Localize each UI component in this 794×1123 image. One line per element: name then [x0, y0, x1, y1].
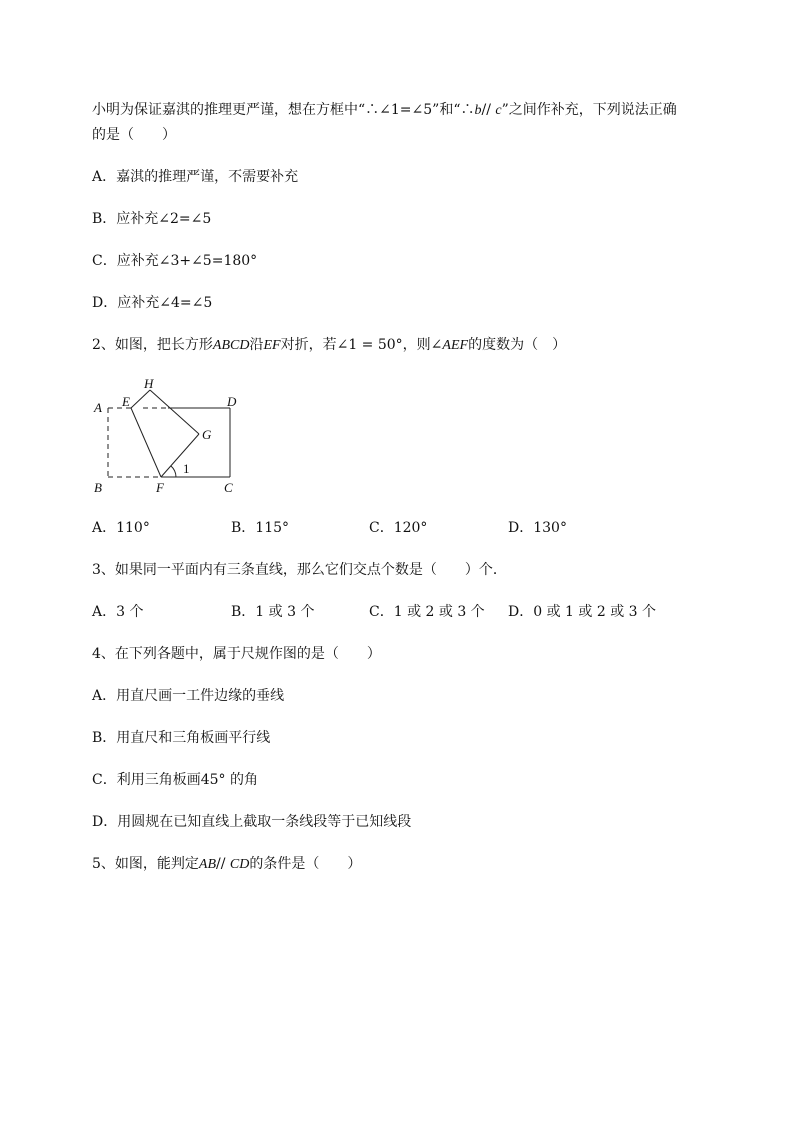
label-g: G — [202, 427, 212, 442]
label-h: H — [144, 376, 154, 391]
q3-option-d: D．0 或 1 或 2 或 3 个 — [508, 604, 657, 620]
q2-stem-a: 2、如图，把长方形 — [92, 337, 213, 353]
q2-angle-name: AEF — [442, 338, 469, 353]
q4-option-a: A．用直尺画一工件边缘的垂线 — [92, 688, 285, 704]
edge-eh — [131, 390, 150, 408]
q4-option-c: C．利用三角板画45° 的角 — [92, 772, 258, 788]
q2-option-d: D．130° — [508, 520, 567, 536]
q1-var-b: b — [474, 103, 482, 118]
q2-option-a: A．110° — [92, 520, 150, 536]
q5-line-ab: AB — [198, 857, 217, 872]
q1-stem-text-a: 小明为保证嘉淇的推理更严谨，想在方框中“∴∠1=∠5”和“∴ — [92, 102, 475, 118]
q4-option-d: D．用圆规在已知直线上截取一条线段等于已知线段 — [92, 814, 412, 830]
label-e: E — [122, 394, 130, 409]
q2-option-b: B．115° — [231, 520, 290, 536]
q2-stem-e: 对折，若∠1 = 50°，则∠ — [280, 337, 443, 353]
q2-rect-name: ABCD — [212, 338, 250, 353]
q5-parallel: // — [216, 856, 230, 872]
q2-figure — [88, 372, 258, 497]
q5-stem — [92, 854, 361, 875]
q2-stem-g: 的度数为（ ） — [468, 337, 567, 353]
q5-stem-a: 5、如图，能判定 — [92, 856, 199, 872]
label-b: B — [94, 480, 102, 495]
edge-ef — [131, 408, 161, 477]
label-angle-1: 1 — [183, 461, 190, 476]
label-c: C — [224, 480, 233, 495]
q1-option-c: C．应补充∠3+∠5=180° — [92, 253, 258, 269]
q2-figure-svg — [88, 372, 258, 497]
q1-option-b: B．应补充∠2=∠5 — [92, 211, 212, 227]
q1-var-c: c — [495, 103, 502, 118]
q2-stem-c: 沿 — [249, 337, 264, 353]
edge-hg — [150, 390, 199, 434]
q2-option-c: C．120° — [369, 520, 428, 536]
q1-stem-text-e: ”之间作补充，下列说法正确 — [501, 102, 677, 118]
q3-option-c: C．1 或 2 或 3 个 — [369, 604, 485, 620]
q5-stem-e: 的条件是（ ） — [249, 856, 362, 872]
q4-option-b: B．用直尺和三角板画平行线 — [92, 730, 271, 746]
q3-option-a: A．3 个 — [92, 604, 144, 620]
q3-stem: 3、如果同一平面内有三条直线，那么它们交点个数是（ ）个． — [92, 562, 507, 578]
q4-stem: 4、在下列各题中，属于尺规作图的是（ ） — [92, 646, 381, 662]
q1-stem-line1 — [92, 100, 677, 121]
q1-option-a: A．嘉淇的推理严谨，不需要补充 — [92, 169, 299, 185]
q3-option-b: B．1 或 3 个 — [231, 604, 315, 620]
q1-stem-line2: 的是（ ） — [92, 127, 176, 143]
q2-stem — [92, 335, 566, 356]
label-a: A — [94, 400, 102, 415]
label-d: D — [227, 394, 237, 409]
q1-parallel: // — [481, 102, 496, 118]
label-f: F — [156, 480, 164, 495]
q2-fold-line: EF — [263, 338, 281, 353]
angle-1-arc — [171, 466, 176, 477]
edge-gf — [161, 434, 199, 477]
q5-line-cd: CD — [229, 857, 250, 872]
q1-option-d: D．应补充∠4=∠5 — [92, 295, 213, 311]
